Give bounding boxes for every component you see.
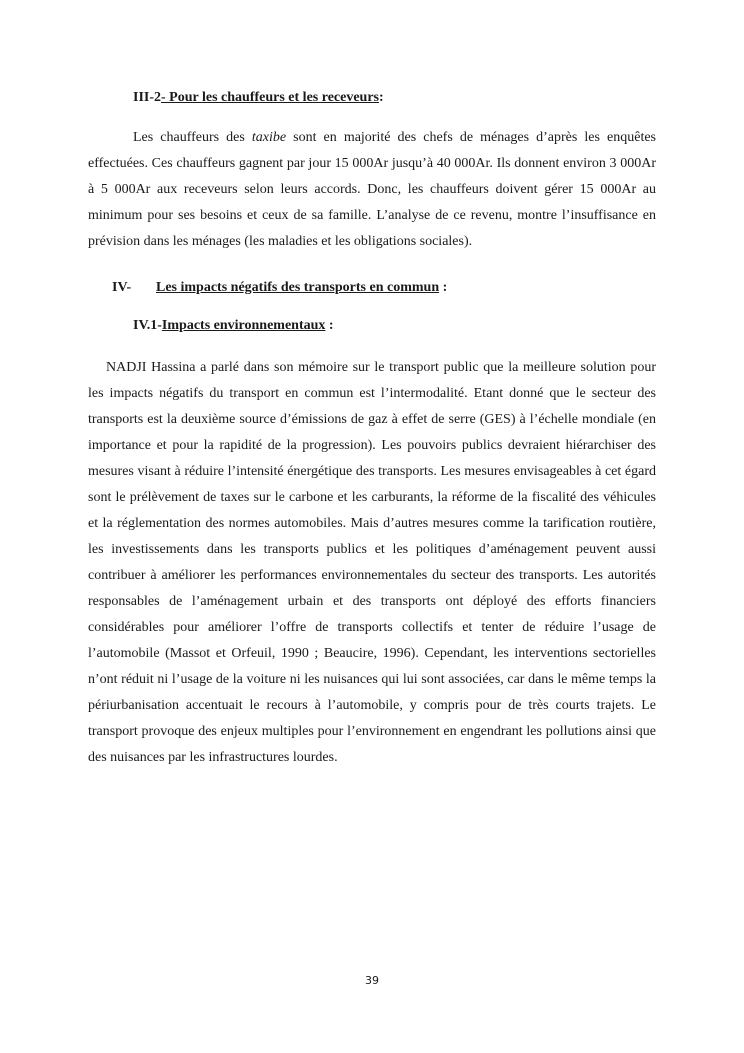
- section-4-suffix: :: [439, 280, 448, 295]
- section-4-1-heading: [133, 318, 334, 334]
- section-4-1-paragraph: NADJI Hassina a parlé dans son mémoire sur le transport public que la meilleure solution pour les impacts négatifs du transport en commun est l’intermodalité. Etant donné que le secteur des transports est la deuxième source d’émissions de gaz à effet de serre (GES) à l’échelle mondiale (en importance et pour la rapidité de la progression). Les pouvoirs publics devraient hiérarchiser des mesures visant à réduire l’intensité énergétique des transports. Les mesures envisageables à cet égard sont le prélèvement de taxes sur le carbone et les carburants, la réforme de la fiscalité des véhicules et la réglementation des normes automobiles. Mais d’autres mesures comme la tarification routière, les investissements dans les transports publics et les politiques d’aménagement peuvent aussi contribuer à améliorer les performances environnementales du secteur des transports. Les autorités responsables de l’aménagement urbain et des transports ont déployé des efforts financiers considérables pour améliorer l’offre de transports collectifs et tenter de réduire l’usage de l’automobile (Massot et Orfeuil, 1990 ; Beaucire, 1996). Cependant, les interventions sectorielles n’ont réduit ni l’usage de la voiture ni les nuisances qui lui sont associées, car dans le même temps la périurbanisation accentuait le recours à l’automobile, y compris pour de très courts trajets. Le transport provoque des enjeux multiples pour l’environnement en engendrant les pollutions ainsi que des nuisances par les infrastructures lourdes.: [88, 360, 656, 765]
- section-4-heading: [112, 280, 447, 296]
- section-4-1-title: Impacts environnementaux: [161, 318, 326, 333]
- paragraph-start: Les chauffeurs des: [133, 130, 252, 145]
- section-3-2-number: III-2: [133, 90, 162, 105]
- section-3-2-heading: [133, 90, 384, 106]
- section-4-1-suffix: :: [325, 318, 334, 333]
- section-4-number: IV-: [112, 280, 132, 295]
- section-3-2-paragraph: [88, 125, 656, 255]
- page-number: 39: [365, 974, 379, 987]
- paragraph-rest: sont en majorité des chefs de ménages d’après les enquêtes effectuées. Ces chauffeurs gagnent par jour 15 000Ar jusqu’à 40 000Ar. Ils donnent environ 3 000Ar à 5 000Ar aux receveurs selon leurs accords. Donc, les chauffeurs doivent gérer 15 000Ar au minimum pour ses besoins et ceux de sa famille. L’analyse de ce revenu, montre l’insuffisance en prévision dans les ménages (les maladies et les obligations sociales).: [88, 130, 656, 249]
- section-3-2-suffix: :: [379, 90, 384, 105]
- section-4-1-number: IV.1-: [133, 318, 162, 333]
- paragraph-italic-term: taxibe: [251, 130, 287, 145]
- section-3-2-title: - Pour les chauffeurs et les receveurs: [161, 90, 379, 105]
- section-4-title: Les impacts négatifs des transports en commun: [156, 280, 440, 295]
